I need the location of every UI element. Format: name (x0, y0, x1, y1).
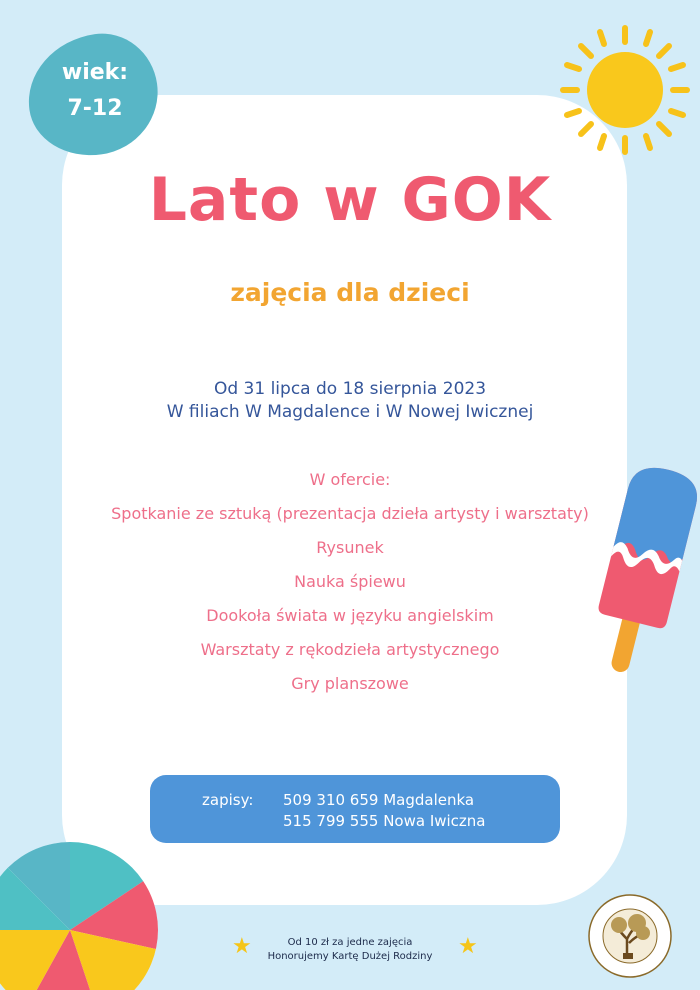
dates-block (0, 378, 700, 424)
beach-ball-icon (0, 840, 160, 990)
offer-item: Gry planszowe (291, 674, 409, 693)
contact-line-2: 515 799 555 Nowa Iwiczna (283, 812, 486, 830)
sun-icon (555, 20, 695, 160)
locations: W filiach W Magdalence i W Nowej Iwicznej (166, 402, 534, 422)
offer-item: Warsztaty z rękodzieła artystycznego (200, 640, 500, 659)
offer-item: Dookoła świata w języku angielskim (206, 606, 494, 625)
age-label: wiek: (61, 60, 129, 85)
family-card-note: Honorujemy Kartę Dużej Rodziny (267, 951, 433, 962)
age-range: 7-12 (67, 96, 123, 121)
gok-logo (587, 893, 673, 979)
age-badge-text (30, 55, 160, 127)
offer-item: Spotkanie ze sztuką (prezentacja dzieła artysty i warsztaty) (111, 504, 589, 523)
page-title: Lato w GOK (148, 165, 552, 235)
offer-header: W ofercie: (309, 470, 391, 489)
contact-box (150, 775, 560, 843)
star-icon: ★ (458, 934, 478, 959)
contact-label: zapisy: (202, 791, 254, 809)
price-note: Od 10 zł za jedne zajęcia (287, 937, 413, 948)
offer-list (110, 470, 590, 709)
date-range: Od 31 lipca do 18 sierpnia 2023 (213, 379, 487, 399)
offer-item: Rysunek (316, 538, 384, 557)
offer-item: Nauka śpiewu (294, 572, 406, 591)
contact-line-1: 509 310 659 Magdalenka (283, 791, 475, 809)
star-icon: ★ (232, 934, 252, 959)
popsicle-icon (590, 455, 700, 675)
subtitle: zajęcia dla dzieci (230, 278, 470, 307)
